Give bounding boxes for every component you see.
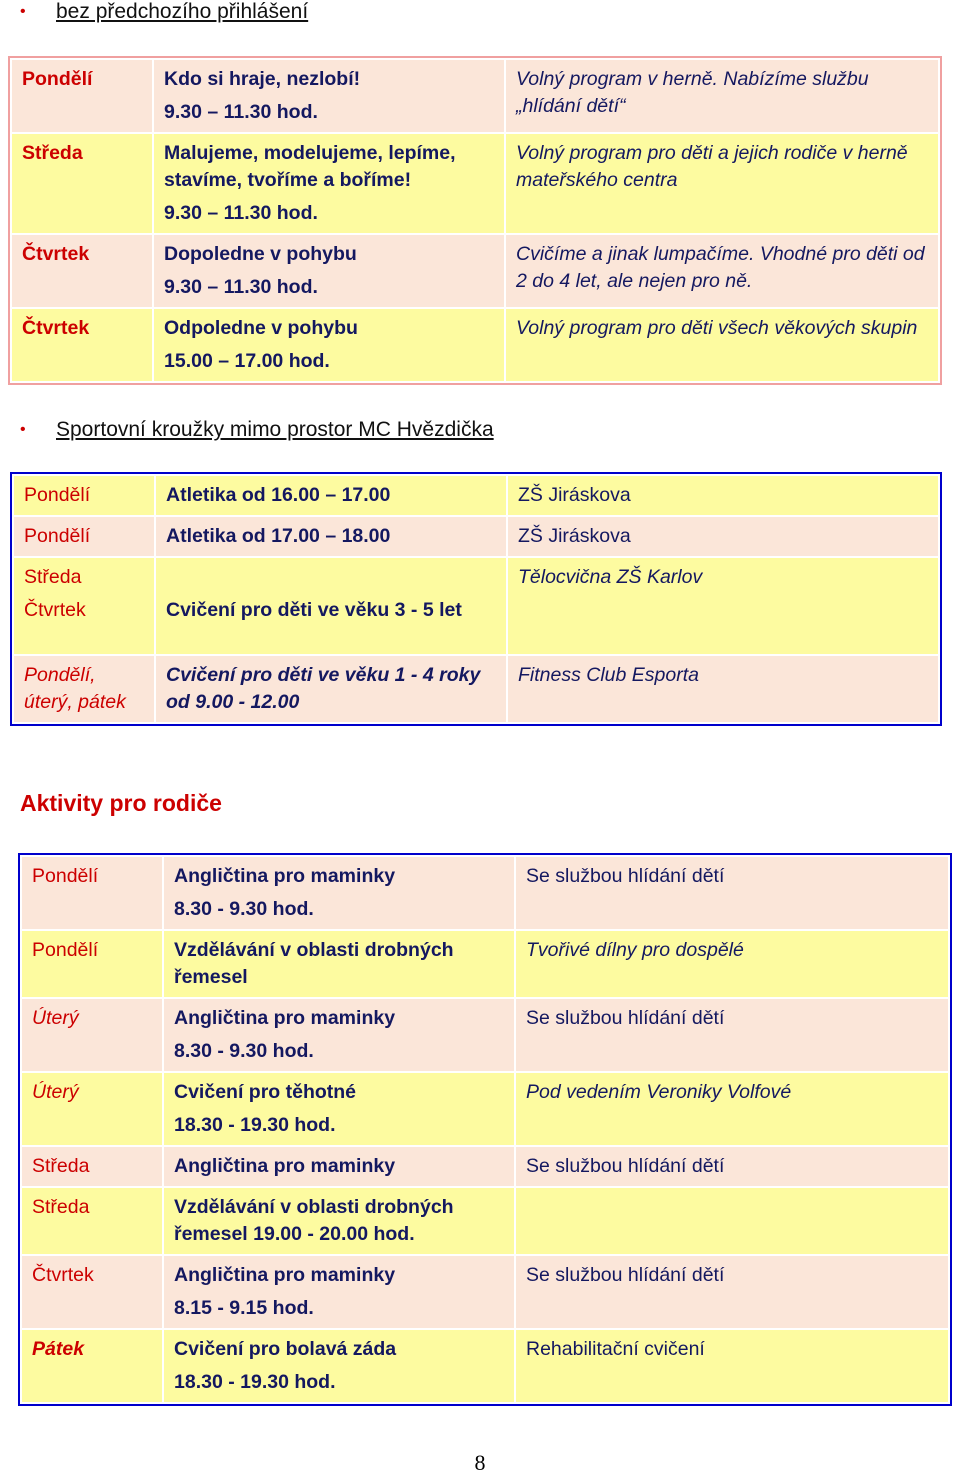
note-cell: Fitness Club Esporta bbox=[508, 656, 938, 722]
activity-cell: Vzdělávání v oblasti drobných řemesel bbox=[164, 931, 514, 997]
activity-name: Angličtina pro maminky bbox=[174, 865, 396, 887]
day-name: Středa bbox=[24, 566, 82, 588]
table-row bbox=[14, 656, 938, 722]
table-row bbox=[12, 309, 938, 381]
activity-cell bbox=[164, 999, 514, 1071]
activity-name: Angličtina pro maminky bbox=[174, 1007, 396, 1029]
table-row bbox=[12, 235, 938, 307]
day-cell: Pondělí bbox=[22, 857, 162, 929]
day-cell: Pátek bbox=[22, 1330, 162, 1402]
note-cell: Se službou hlídání dětí bbox=[516, 857, 948, 929]
section-title-sport-clubs bbox=[20, 418, 494, 442]
activity-name: Dopoledne v pohybu bbox=[164, 243, 357, 265]
activity-cell bbox=[156, 558, 506, 654]
activity-hours: 8.30 - 9.30 hod. bbox=[174, 898, 314, 920]
day-cell: Pondělí, úterý, pátek bbox=[14, 656, 154, 722]
activity-cell bbox=[154, 60, 504, 132]
activity-hours: 8.15 - 9.15 hod. bbox=[174, 1297, 314, 1319]
note-cell: Tělocvična ZŠ Karlov bbox=[508, 558, 938, 654]
table-row bbox=[22, 1073, 948, 1145]
activity-cell bbox=[164, 1256, 514, 1328]
table-row bbox=[22, 931, 948, 997]
schedule-table-open-program bbox=[8, 56, 942, 385]
activity-cell bbox=[164, 1330, 514, 1402]
day-cell: Pondělí bbox=[22, 931, 162, 997]
note-cell: Volný program pro děti a jejich rodiče v herně mateřského centra bbox=[506, 134, 938, 233]
activity-hours: 18.30 - 19.30 hod. bbox=[174, 1371, 336, 1393]
schedule-table-parents bbox=[18, 853, 952, 1406]
table-row bbox=[22, 1147, 948, 1186]
note-cell: ZŠ Jiráskova bbox=[508, 476, 938, 515]
activity-hours: 8.30 - 9.30 hod. bbox=[174, 1040, 314, 1062]
day-name: Čtvrtek bbox=[24, 599, 86, 621]
table-row bbox=[12, 134, 938, 233]
day-cell: Středa bbox=[22, 1147, 162, 1186]
section-heading-parents: Aktivity pro rodiče bbox=[20, 790, 222, 816]
day-cell: Středa bbox=[12, 134, 152, 233]
activity-cell: Cvičení pro děti ve věku 1 - 4 roky od 9.00 - 12.00 bbox=[156, 656, 506, 722]
activity-hours: 18.30 - 19.30 hod. bbox=[174, 1114, 336, 1136]
note-cell: Volný program pro děti všech věkových skupin bbox=[506, 309, 938, 381]
activity-cell bbox=[164, 857, 514, 929]
activity-hours: 9.30 – 11.30 hod. bbox=[164, 276, 318, 298]
activity-name: Cvičení pro těhotné bbox=[174, 1081, 357, 1103]
activity-name: Malujeme, modelujeme, lepíme, stavíme, tvoříme a boříme! bbox=[164, 142, 456, 191]
table-row bbox=[22, 999, 948, 1071]
page-number: 8 bbox=[474, 1450, 486, 1475]
bullet-icon: • bbox=[20, 421, 26, 438]
activity-name: Odpoledne v pohybu bbox=[164, 317, 358, 339]
activity-name: Kdo si hraje, nezlobí! bbox=[164, 68, 361, 90]
day-cell: Pondělí bbox=[14, 476, 154, 515]
day-cell: Čtvrtek bbox=[12, 235, 152, 307]
table-row bbox=[14, 558, 938, 654]
table-row bbox=[22, 1188, 948, 1254]
note-cell: Se službou hlídání dětí bbox=[516, 999, 948, 1071]
activity-cell bbox=[154, 134, 504, 233]
note-cell: Tvořivé dílny pro dospělé bbox=[516, 931, 948, 997]
activity-cell bbox=[154, 235, 504, 307]
day-cell bbox=[14, 558, 154, 654]
table-row bbox=[22, 857, 948, 929]
activity-hours: 15.00 – 17.00 hod. bbox=[164, 350, 330, 372]
note-cell: Se službou hlídání dětí bbox=[516, 1147, 948, 1186]
activity-cell bbox=[154, 309, 504, 381]
note-cell: Rehabilitační cvičení bbox=[516, 1330, 948, 1402]
activity-cell: Vzdělávání v oblasti drobných řemesel 19.00 - 20.00 hod. bbox=[164, 1188, 514, 1254]
activity-name: Cvičení pro bolavá záda bbox=[174, 1338, 397, 1360]
activity-name: Cvičení pro děti ve věku 3 - 5 let bbox=[166, 599, 462, 621]
day-cell: Čtvrtek bbox=[12, 309, 152, 381]
note-cell: ZŠ Jiráskova bbox=[508, 517, 938, 556]
activity-cell: Angličtina pro maminky bbox=[164, 1147, 514, 1186]
section-title-text: Sportovní kroužky mimo prostor MC Hvězdička bbox=[56, 418, 494, 441]
activity-cell bbox=[164, 1073, 514, 1145]
section-title-no-registration bbox=[20, 0, 308, 24]
section-title-text: bez předchozího přihlášení bbox=[56, 0, 309, 23]
note-cell: Se službou hlídání dětí bbox=[516, 1256, 948, 1328]
activity-cell: Atletika od 17.00 – 18.00 bbox=[156, 517, 506, 556]
day-cell: Středa bbox=[22, 1188, 162, 1254]
activity-hours: 9.30 – 11.30 hod. bbox=[164, 101, 318, 123]
activity-name: Angličtina pro maminky bbox=[174, 1264, 396, 1286]
table-row bbox=[22, 1330, 948, 1402]
day-cell: Pondělí bbox=[14, 517, 154, 556]
schedule-table-sport-clubs bbox=[10, 472, 942, 726]
day-cell: Úterý bbox=[22, 1073, 162, 1145]
note-cell bbox=[516, 1188, 948, 1254]
note-cell: Volný program v herně. Nabízíme službu „hlídání dětí“ bbox=[506, 60, 938, 132]
day-cell: Čtvrtek bbox=[22, 1256, 162, 1328]
bullet-icon: • bbox=[20, 3, 26, 20]
day-cell: Úterý bbox=[22, 999, 162, 1071]
note-cell: Cvičíme a jinak lumpačíme. Vhodné pro děti od 2 do 4 let, ale nejen pro ně. bbox=[506, 235, 938, 307]
table-row bbox=[12, 60, 938, 132]
table-row bbox=[14, 476, 938, 515]
note-cell: Pod vedením Veroniky Volfové bbox=[516, 1073, 948, 1145]
table-row bbox=[14, 517, 938, 556]
day-cell: Pondělí bbox=[12, 60, 152, 132]
activity-hours: 9.30 – 11.30 hod. bbox=[164, 202, 318, 224]
activity-cell: Atletika od 16.00 – 17.00 bbox=[156, 476, 506, 515]
table-row bbox=[22, 1256, 948, 1328]
